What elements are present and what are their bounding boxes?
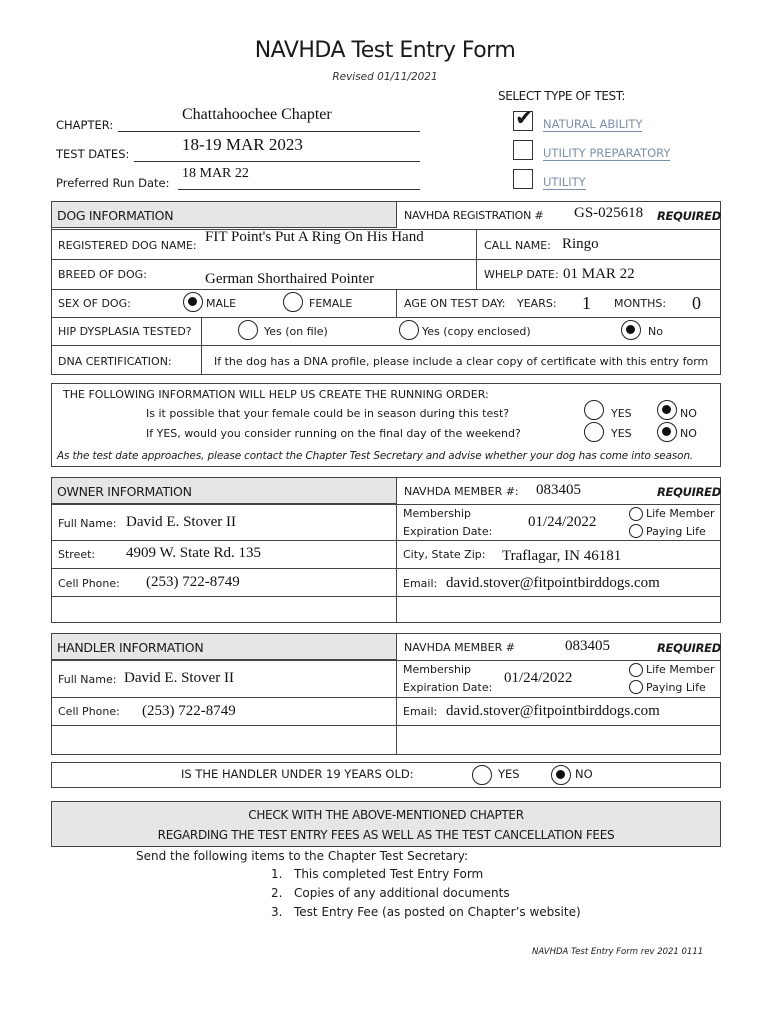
utility-checkbox[interactable] (513, 169, 533, 189)
handler-life-member-label: Life Member (646, 663, 715, 676)
under-19-no-radio[interactable] (551, 765, 571, 785)
owner-life-member-label: Life Member (646, 507, 715, 520)
test-dates-field[interactable] (134, 134, 420, 162)
checkmark-icon: ✔ (515, 106, 534, 131)
owner-email-value[interactable]: david.stover@fitpointbirddogs.com (446, 575, 660, 591)
chapter-label: CHAPTER: (56, 118, 114, 132)
under-19-label: IS THE HANDLER UNDER 19 YEARS OLD: (181, 767, 414, 781)
handler-fullname-value[interactable]: David E. Stover II (124, 670, 234, 686)
test-dates-label: TEST DATES: (56, 147, 130, 161)
registration-value[interactable]: GS-025618 (574, 205, 644, 221)
send-item-3-num: 3. (271, 905, 283, 919)
whelp-date-label: WHELP DATE: (484, 268, 559, 281)
handler-fullname-label: Full Name: (58, 673, 117, 686)
select-type-heading (498, 89, 625, 103)
dog-information-title: DOG INFORMATION (57, 208, 174, 223)
hip-copy-enclosed-radio[interactable] (399, 320, 419, 340)
owner-expiration-value[interactable]: 01/24/2022 (528, 514, 597, 530)
send-item-1: This completed Test Entry Form (294, 867, 484, 881)
form-title: NAVHDA Test Entry Form (254, 38, 516, 63)
years-value[interactable]: 1 (582, 293, 591, 313)
footer-revision: NAVHDA Test Entry Form rev 2021 0111 (532, 947, 704, 957)
hip-label: HIP DYSPLASIA TESTED? (58, 325, 192, 338)
chapter-field[interactable] (118, 104, 420, 132)
owner-expiration-label: Expiration Date: (403, 525, 493, 538)
owner-membership-label: Membership (403, 507, 471, 520)
hip-on-file-radio[interactable] (238, 320, 258, 340)
natural-ability-checkbox[interactable] (513, 106, 534, 131)
months-value[interactable]: 0 (692, 293, 701, 313)
owner-phone-value[interactable]: (253) 722-8749 (146, 574, 240, 590)
hip-no-label: No (648, 325, 663, 338)
send-items-text: Send the following items to the Chapter Test Secretary: (136, 849, 469, 863)
sex-male-radio[interactable] (183, 292, 203, 312)
handler-paying-life-label: Paying Life (646, 681, 706, 694)
breed-label: BREED OF DOG: (58, 268, 147, 281)
owner-member-value[interactable]: 083405 (536, 482, 581, 498)
months-label: MONTHS: (614, 297, 667, 310)
season-no-radio[interactable] (657, 400, 677, 420)
owner-street-label: Street: (58, 548, 96, 561)
send-item-1-num: 1. (271, 867, 283, 881)
fees-notice-line-1: CHECK WITH THE ABOVE-MENTIONED CHAPTER (248, 808, 524, 822)
select-type-colon: : (621, 89, 626, 103)
revised-date: Revised 01/11/2021 (332, 71, 438, 83)
final-day-yes-radio[interactable] (584, 422, 604, 442)
utility-preparatory-label: UTILITY PREPARATORY (543, 146, 671, 160)
final-day-question: If YES, would you consider running on the final day of the weekend? (146, 427, 521, 440)
handler-life-member-radio[interactable] (629, 663, 643, 677)
send-item-2: Copies of any additional documents (294, 886, 510, 900)
test-dates-value: 18-19 MAR 2023 (182, 135, 303, 154)
owner-city-value[interactable]: Traflagar, IN 46181 (502, 548, 622, 564)
dna-label: DNA CERTIFICATION: (58, 355, 172, 368)
hip-on-file-label: Yes (on file) (264, 325, 328, 338)
under-19-no-label: NO (575, 767, 593, 781)
run-date-value: 18 MAR 22 (182, 166, 249, 181)
owner-email-label: Email: (403, 577, 438, 590)
final-day-no-label: NO (680, 427, 697, 440)
run-date-label: Preferred Run Date: (56, 176, 170, 190)
season-no-label: NO (680, 407, 697, 420)
handler-member-required: REQUIRED (657, 641, 721, 655)
under-19-yes-label: YES (498, 767, 520, 781)
handler-membership-label: Membership (403, 663, 471, 676)
under-19-yes-radio[interactable] (472, 765, 492, 785)
send-item-3: Test Entry Fee (as posted on Chapter’s website) (294, 905, 581, 919)
hip-no-radio[interactable] (621, 320, 641, 340)
handler-phone-label: Cell Phone: (58, 705, 120, 718)
fees-notice-line-2: REGARDING THE TEST ENTRY FEES AS WELL AS THE TEST CANCELLATION FEES (157, 828, 615, 842)
registration-label: NAVHDA REGISTRATION # (404, 209, 544, 222)
owner-information-title: OWNER INFORMATION (57, 484, 192, 499)
season-yes-radio[interactable] (584, 400, 604, 420)
owner-phone-label: Cell Phone: (58, 577, 120, 590)
handler-expiration-value[interactable]: 01/24/2022 (504, 670, 573, 686)
owner-fullname-value[interactable]: David E. Stover II (126, 514, 236, 530)
registration-required: REQUIRED (657, 209, 721, 223)
handler-information-title: HANDLER INFORMATION (57, 640, 204, 655)
dog-name-label: REGISTERED DOG NAME: (58, 239, 197, 252)
owner-paying-life-label: Paying Life (646, 525, 706, 538)
handler-expiration-label: Expiration Date: (403, 681, 493, 694)
owner-fullname-label: Full Name: (58, 517, 117, 530)
sex-label: SEX OF DOG: (58, 297, 131, 310)
sex-female-radio[interactable] (283, 292, 303, 312)
owner-city-label: City, State Zip: (403, 548, 486, 561)
years-label: YEARS: (517, 297, 557, 310)
dna-text: If the dog has a DNA profile, please include a clear copy of certificate with this entry form (214, 355, 709, 368)
select-type-label: SELECT TYPE OF TEST (498, 89, 622, 103)
breed-value[interactable]: German Shorthaired Pointer (205, 271, 375, 287)
owner-member-label: NAVHDA MEMBER #: (404, 485, 519, 498)
whelp-date-value[interactable]: 01 MAR 22 (563, 266, 635, 282)
handler-phone-value[interactable]: (253) 722-8749 (142, 703, 236, 719)
season-note: As the test date approaches, please contact the Chapter Test Secretary and advise whether your dog has come into season. (57, 450, 694, 462)
age-label: AGE ON TEST DAY: (404, 297, 506, 310)
handler-member-value[interactable]: 083405 (565, 638, 610, 654)
send-item-2-num: 2. (271, 886, 283, 900)
owner-member-required: REQUIRED (657, 485, 721, 499)
hip-copy-enclosed-label: Yes (copy enclosed) (422, 325, 531, 338)
running-order-intro: THE FOLLOWING INFORMATION WILL HELP US CREATE THE RUNNING ORDER: (63, 388, 489, 401)
handler-member-label: NAVHDA MEMBER # (404, 641, 515, 654)
final-day-no-radio[interactable] (657, 422, 677, 442)
call-name-label: CALL NAME: (484, 239, 551, 252)
utility-label: UTILITY (543, 175, 586, 189)
owner-life-member-radio[interactable] (629, 507, 643, 521)
owner-paying-life-radio[interactable] (629, 524, 643, 538)
season-question: Is it possible that your female could be in season during this test? (146, 407, 510, 420)
sex-male-label: MALE (206, 297, 237, 310)
owner-street-value[interactable]: 4909 W. State Rd. 135 (126, 545, 262, 561)
dog-name-value[interactable]: FIT Point's Put A Ring On His Hand (205, 229, 424, 245)
run-date-field[interactable] (178, 164, 420, 190)
handler-paying-life-radio[interactable] (629, 680, 643, 694)
call-name-value[interactable]: Ringo (562, 236, 599, 252)
sex-female-label: FEMALE (309, 297, 353, 310)
natural-ability-label: NATURAL ABILITY (543, 117, 643, 131)
final-day-yes-label: YES (611, 427, 632, 440)
season-yes-label: YES (611, 407, 632, 420)
utility-preparatory-checkbox[interactable] (513, 140, 533, 160)
handler-email-value[interactable]: david.stover@fitpointbirddogs.com (446, 703, 660, 719)
handler-email-label: Email: (403, 705, 438, 718)
chapter-value: Chattahoochee Chapter (182, 106, 332, 123)
